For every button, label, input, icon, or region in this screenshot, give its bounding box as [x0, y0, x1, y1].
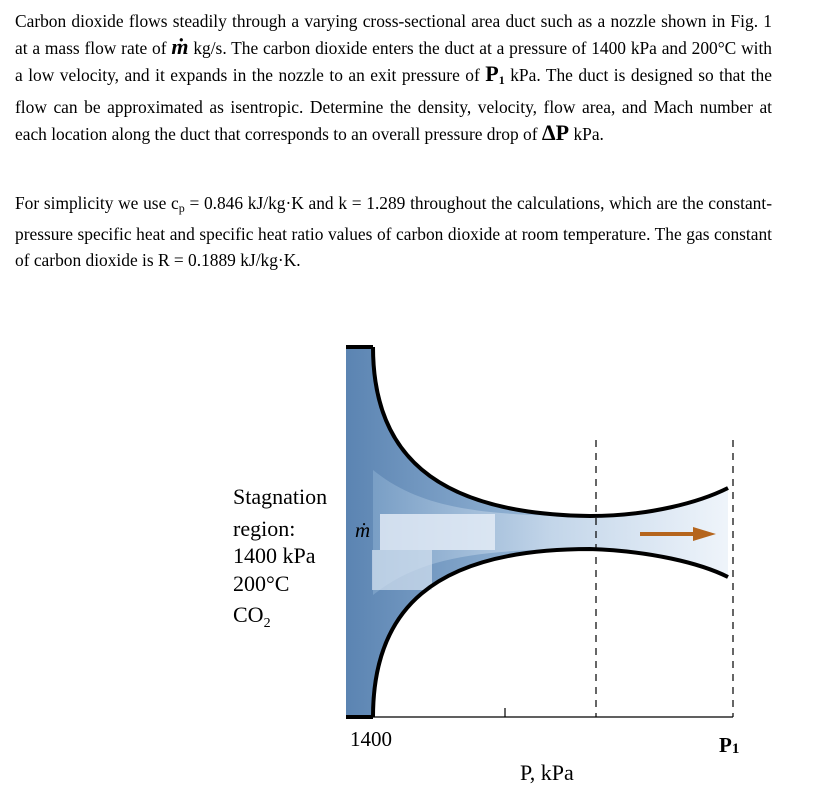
flow-band-upper	[380, 514, 495, 550]
axis-tick-1400: 1400	[350, 727, 392, 751]
stagnation-label-4: 200°C	[233, 571, 290, 596]
axis-label: P, kPa	[520, 760, 574, 785]
flow-band-lower	[372, 550, 432, 590]
mass-flow-label: ṁ	[355, 518, 371, 542]
exit-pressure-symbol: $P_1$	[485, 61, 505, 88]
stagnation-label-2: region:	[233, 516, 296, 541]
pressure-drop-symbol: ΔP	[541, 119, 570, 145]
problem-statement: Carbon dioxide flows steadily through a varying cross-sectional area duct such as a nozzle shown in Fig. 1 at a mass flow rate of ṁ kg/s. The carbon dioxide enters the duct at a pressure of 1400 kPa and 200°C with a low velocity, and it expands in the nozzle to an exit pressure of $P_1$ kPa. The duct is designed so that the flow can be approximated as isentropic. Determine the density, velocity, flow area, and Mach number at each location along the duct that corresponds to an overall pressure drop of ΔP kPa.	[15, 11, 773, 145]
assumptions-paragraph: For simplicity we use $c_p = 0.846$ kJ/kg·K and k = 1.289 throughout the calculations, which are the constant-pressure specific heat and specific heat ratio values of carbon dioxide at room temperature. The gas constant of carbon dioxide is R = 0.1889 kJ/kg·K.	[15, 193, 772, 271]
co2-label: $CO_2$	[233, 602, 271, 631]
axis-tick-p1: P1	[719, 733, 740, 757]
stagnation-label-3: 1400 kPa	[233, 543, 316, 568]
stagnation-label-1: Stagnation	[233, 484, 328, 509]
mass-flow-symbol: ṁ	[171, 34, 189, 60]
